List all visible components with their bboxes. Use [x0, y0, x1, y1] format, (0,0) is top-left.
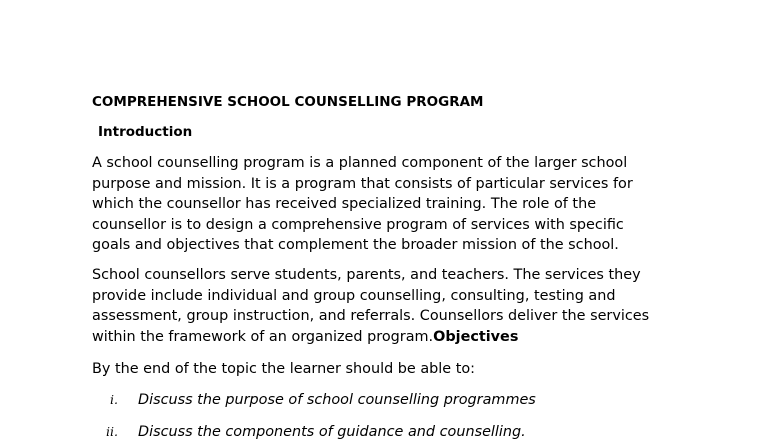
- objective-text: Discuss the purpose of school counselling programmes: [138, 392, 536, 408]
- paragraph-line-with-heading: [92, 327, 712, 348]
- list-number: i.: [110, 392, 118, 407]
- services-paragraph: [92, 265, 712, 347]
- paragraph-line: purpose and mission. It is a program that consists of particular services for: [92, 175, 633, 192]
- section-heading-introduction: Introduction: [98, 124, 193, 140]
- introduction-paragraph: [92, 153, 712, 256]
- paragraph-line: goals and objectives that complement the broader mission of the school.: [92, 237, 619, 254]
- objectives-intro: By the end of the topic the learner should be able to:: [92, 361, 476, 377]
- objectives-heading: Objectives: [433, 328, 519, 345]
- paragraph-line: counsellor is to design a comprehensive program of services with specific: [92, 216, 624, 233]
- paragraph-line: A school counselling program is a planned component of the larger school: [92, 155, 628, 171]
- list-number: ii.: [106, 424, 118, 439]
- objective-text: Discuss the components of guidance and counselling.: [138, 424, 526, 440]
- paragraph-line: which the counsellor has received specialized training. The role of the: [92, 196, 597, 213]
- document-title: COMPREHENSIVE SCHOOL COUNSELLING PROGRAM: [92, 94, 484, 110]
- paragraph-line: within the framework of an organized program.: [92, 328, 434, 345]
- paragraph-line: assessment, group instruction, and referrals. Counsellors deliver the services: [92, 308, 650, 325]
- paragraph-line: provide include individual and group counselling, consulting, testing and: [92, 287, 616, 304]
- paragraph-line: School counsellors serve students, parents, and teachers. The services they: [92, 267, 641, 283]
